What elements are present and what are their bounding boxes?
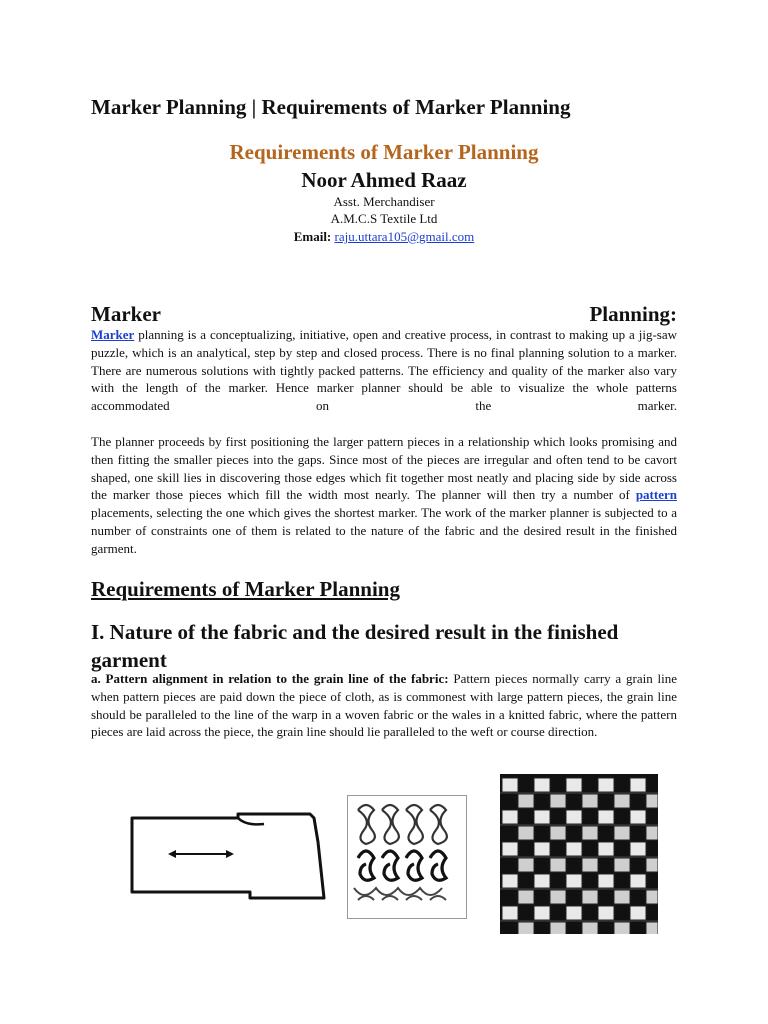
author-email-line [0, 229, 768, 245]
requirements-heading: Requirements of Marker Planning [91, 577, 400, 601]
section-heading-left: Marker [91, 302, 161, 326]
author-company: A.M.C.S Textile Ltd [330, 211, 438, 226]
paragraph-2-text-a: The planner proceeds by first positioning the larger pattern pieces in a relationship which looks promising and then fitting the smaller pieces into the gaps. Since most of the pieces are irregular and often tend to be cavort shaped, one skill lies in discovering those edges which fit together most neatly and placing side by side across the marker those pieces which fill the width most nearly. The planner will then try a number of [91, 434, 677, 503]
document-title: Marker Planning | Requirements of Marker Planning [91, 95, 571, 119]
woven-fabric-figure [500, 774, 658, 934]
paragraph-3-text: Pattern pieces normally carry a grain line when pattern pieces are paid down the piece of cloth, as is commonest with large pattern pieces, the grain line should be paralleled to the line of the warp in a woven fabric or the wales in a knitted fabric, where the pattern pieces are laid across the piece, the grain line should lie paralleled to the weft or course direction. [91, 671, 677, 740]
nature-of-fabric-heading: I. Nature of the fabric and the desired result in the finished garment [91, 620, 619, 672]
pattern-piece-figure [128, 812, 328, 900]
article-subtitle: Requirements of Marker Planning [229, 140, 539, 164]
knitted-fabric-figure [347, 795, 467, 919]
paragraph-marker-planning [91, 326, 677, 415]
paragraph-1-text: planning is a conceptualizing, initiative, open and creative process, in contrast to making up a jig-saw puzzle, which is an analytical, step by step and closed process. There is no final planning solution to a marker. There are numerous solutions with tightly packed patterns. The efficiency and quality of the marker also vary with the length of the marker. Hence marker planner should be able to visualize the whole patterns accommodated on the marker. [91, 327, 677, 414]
paragraph-planner-proceeds [91, 433, 677, 558]
pattern-alignment-label: a. Pattern alignment in relation to the grain line of the fabric: [91, 671, 449, 686]
paragraph-2-text-b: placements, selecting the one which gives the shortest marker. The work of the marker planner is subjected to a number of constraints one of them is related to the nature of the fabric and the desired result in the finished garment. [91, 505, 677, 556]
author-role: Asst. Merchandiser [333, 194, 435, 209]
email-label: Email: [293, 229, 332, 244]
section-heading-right: Planning: [589, 302, 677, 326]
pattern-link[interactable]: pattern [635, 487, 677, 503]
section-heading-marker-planning [91, 302, 677, 327]
paragraph-pattern-alignment [91, 670, 677, 741]
marker-link[interactable]: Marker [91, 327, 135, 342]
email-link[interactable]: raju.uttara105@gmail.com [334, 229, 475, 244]
author-name: Noor Ahmed Raaz [301, 168, 467, 192]
